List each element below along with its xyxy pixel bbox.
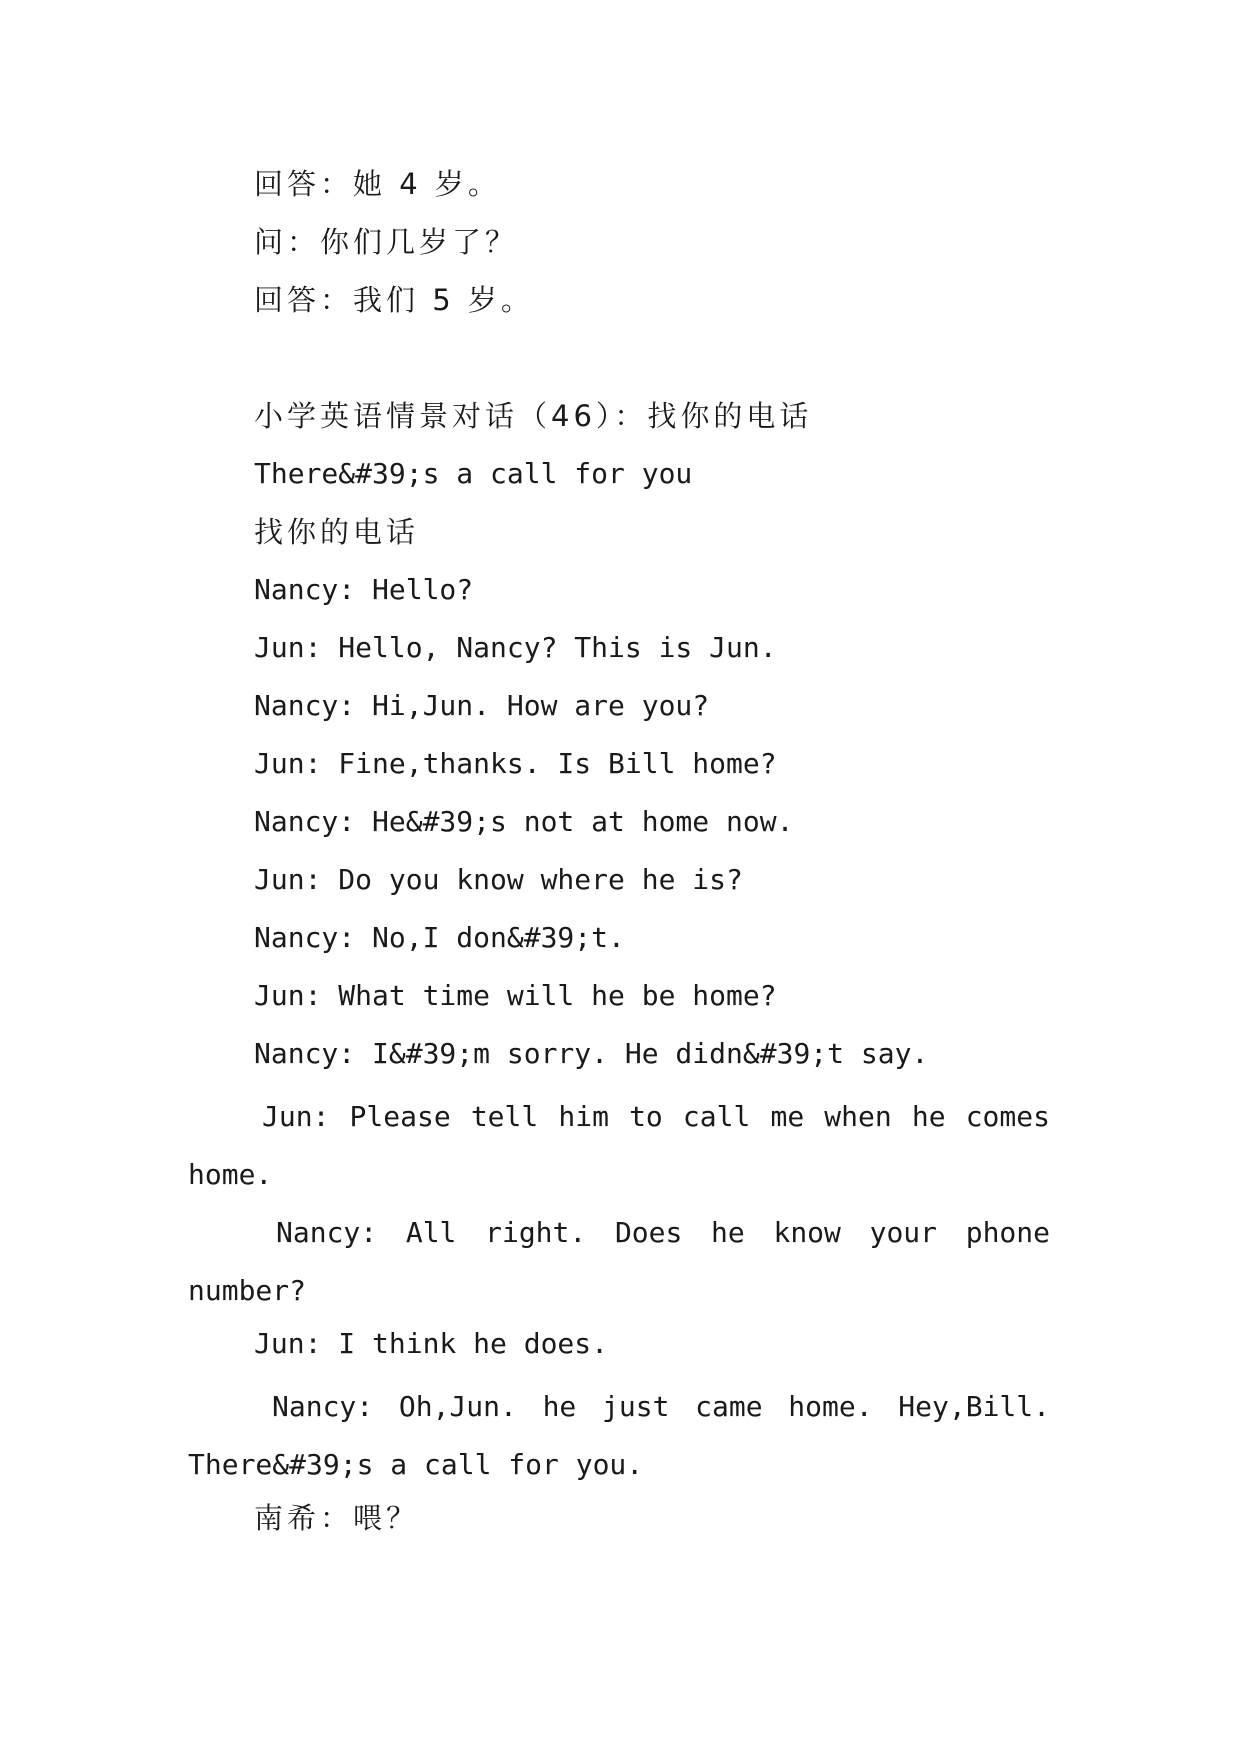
paragraph-rest-line: number? [188,1274,307,1307]
subtitle-chinese: 找你的电话 [254,515,420,549]
dialogue-line: Jun: I think he does. [254,1327,609,1360]
answer-line-2: 回答：我们 5 岁。 [254,283,534,317]
wrapped-paragraph [188,1378,1050,1494]
dialogue-line: Jun: Hello, Nancy? This is Jun. [254,631,777,664]
wrapped-paragraph [188,1204,1050,1320]
dialogue-line: Nancy: No,I don&#39;t. [254,921,625,954]
dialogue-line: Nancy: I&#39;m sorry. He didn&#39;t say. [254,1037,929,1070]
dialogue-line: Nancy: Hello? [254,573,474,606]
chinese-dialogue-line: 南希：喂？ [254,1501,420,1535]
dialogue-line: Jun: Fine,thanks. Is Bill home? [254,747,777,780]
dialogue-line: Nancy: He&#39;s not at home now. [254,805,794,838]
question-line: 问：你们几岁了？ [254,225,519,259]
paragraph-rest-line: home. [188,1158,273,1191]
paragraph-first-line: Jun: Please tell him to call me when he comes [262,1100,1050,1133]
dialogue-line: Nancy: Hi,Jun. How are you? [254,689,710,722]
paragraph-rest-line: There&#39;s a call for you. [188,1448,644,1481]
paragraph-first-line: Nancy: Oh,Jun. he just came home. Hey,Bill. [272,1390,1050,1423]
paragraph-first-line: Nancy: All right. Does he know your phone [276,1216,1050,1249]
wrapped-paragraph [188,1088,1050,1204]
subtitle-english: There&#39;s a call for you [254,457,693,490]
answer-line-1: 回答：她 4 岁。 [254,167,501,201]
section-title: 小学英语情景对话（46）：找你的电话 [254,399,813,433]
dialogue-line: Jun: Do you know where he is? [254,863,743,896]
dialogue-line: Jun: What time will he be home? [254,979,777,1012]
